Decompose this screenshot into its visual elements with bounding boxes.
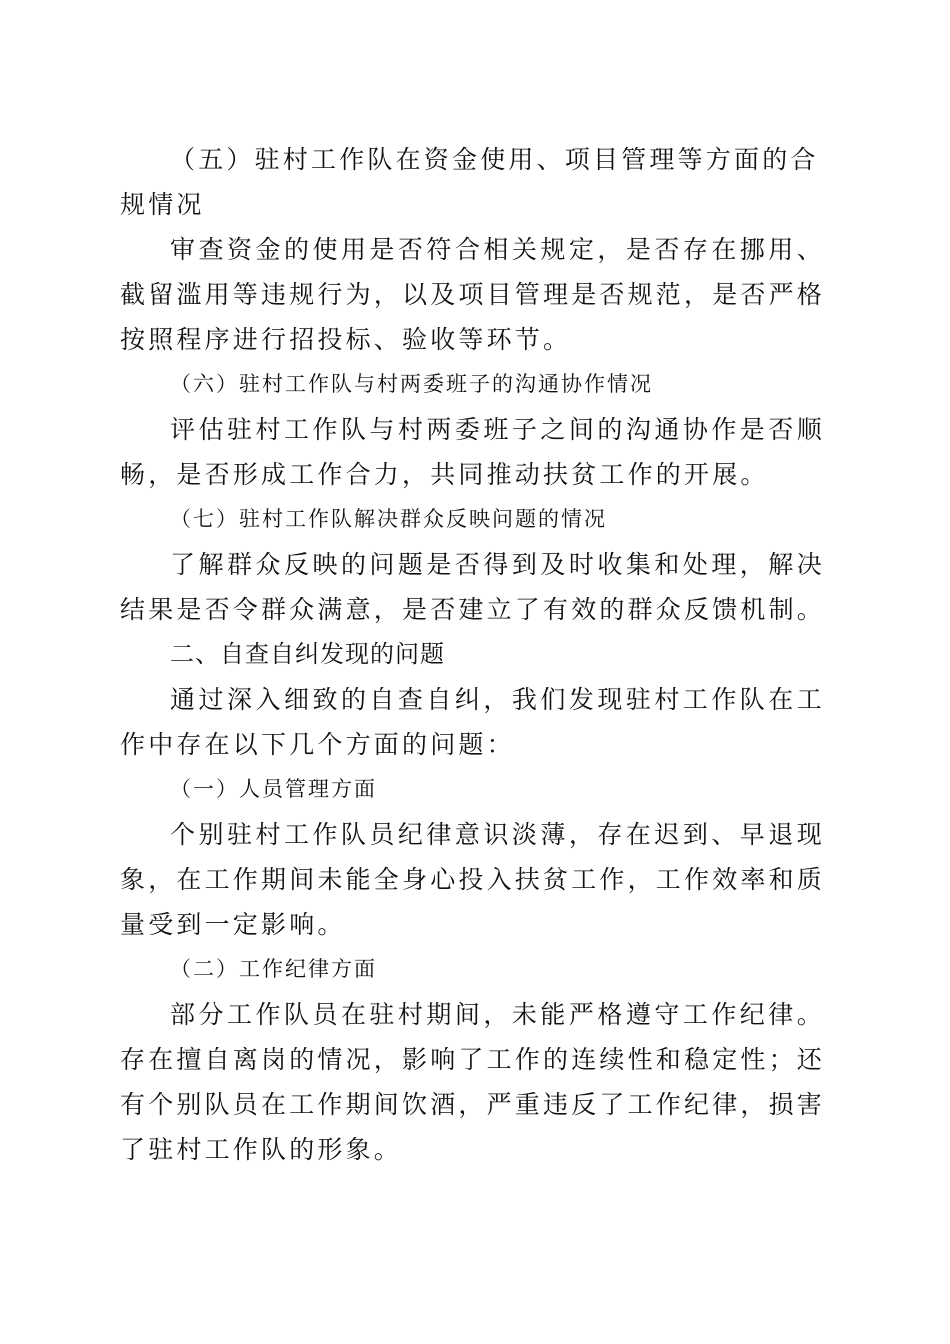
heading-discipline: （二）工作纪律方面 [170, 957, 377, 981]
paragraph-problems-intro: 通过深入细致的自查自纠，我们发现驻村工作队在工作中存在以下几个方面的问题： [120, 685, 825, 759]
heading-item-5: （五）驻村工作队在资金使用、项目管理等方面的合规情况 [120, 145, 819, 219]
heading-item-6: （六）驻村工作队与村两委班子的沟通协作情况 [170, 372, 653, 396]
paragraph-discipline: 部分工作队员在驻村期间，未能严格遵守工作纪律。存在擅自离岗的情况，影响了工作的连续性和稳定性；还有个别队员在工作期间饮酒，严重违反了工作纪律，损害了驻村工作队的形象。 [120, 1000, 826, 1164]
paragraph-personnel: 个别驻村工作队员纪律意识淡薄，存在迟到、早退现象，在工作期间未能全身心投入扶贫工作，工作效率和质量受到一定影响。 [120, 820, 826, 939]
paragraph-communication: 评估驻村工作队与村两委班子之间的沟通协作是否顺畅，是否形成工作合力，共同推动扶贫工作的开展。 [120, 415, 825, 489]
paragraph-funds-review: 审查资金的使用是否符合相关规定，是否存在挪用、截留滥用等违规行为，以及项目管理是否规范，是否严格按照程序进行招投标、验收等环节。 [120, 235, 826, 354]
heading-personnel: （一）人员管理方面 [170, 777, 377, 801]
document-page [120, 137, 825, 1172]
heading-item-7: （七）驻村工作队解决群众反映问题的情况 [170, 507, 607, 531]
section-heading-2: 二、自查自纠发现的问题 [170, 640, 445, 668]
paragraph-feedback: 了解群众反映的问题是否得到及时收集和处理，解决结果是否令群众满意，是否建立了有效的群众反馈机制。 [120, 550, 826, 624]
